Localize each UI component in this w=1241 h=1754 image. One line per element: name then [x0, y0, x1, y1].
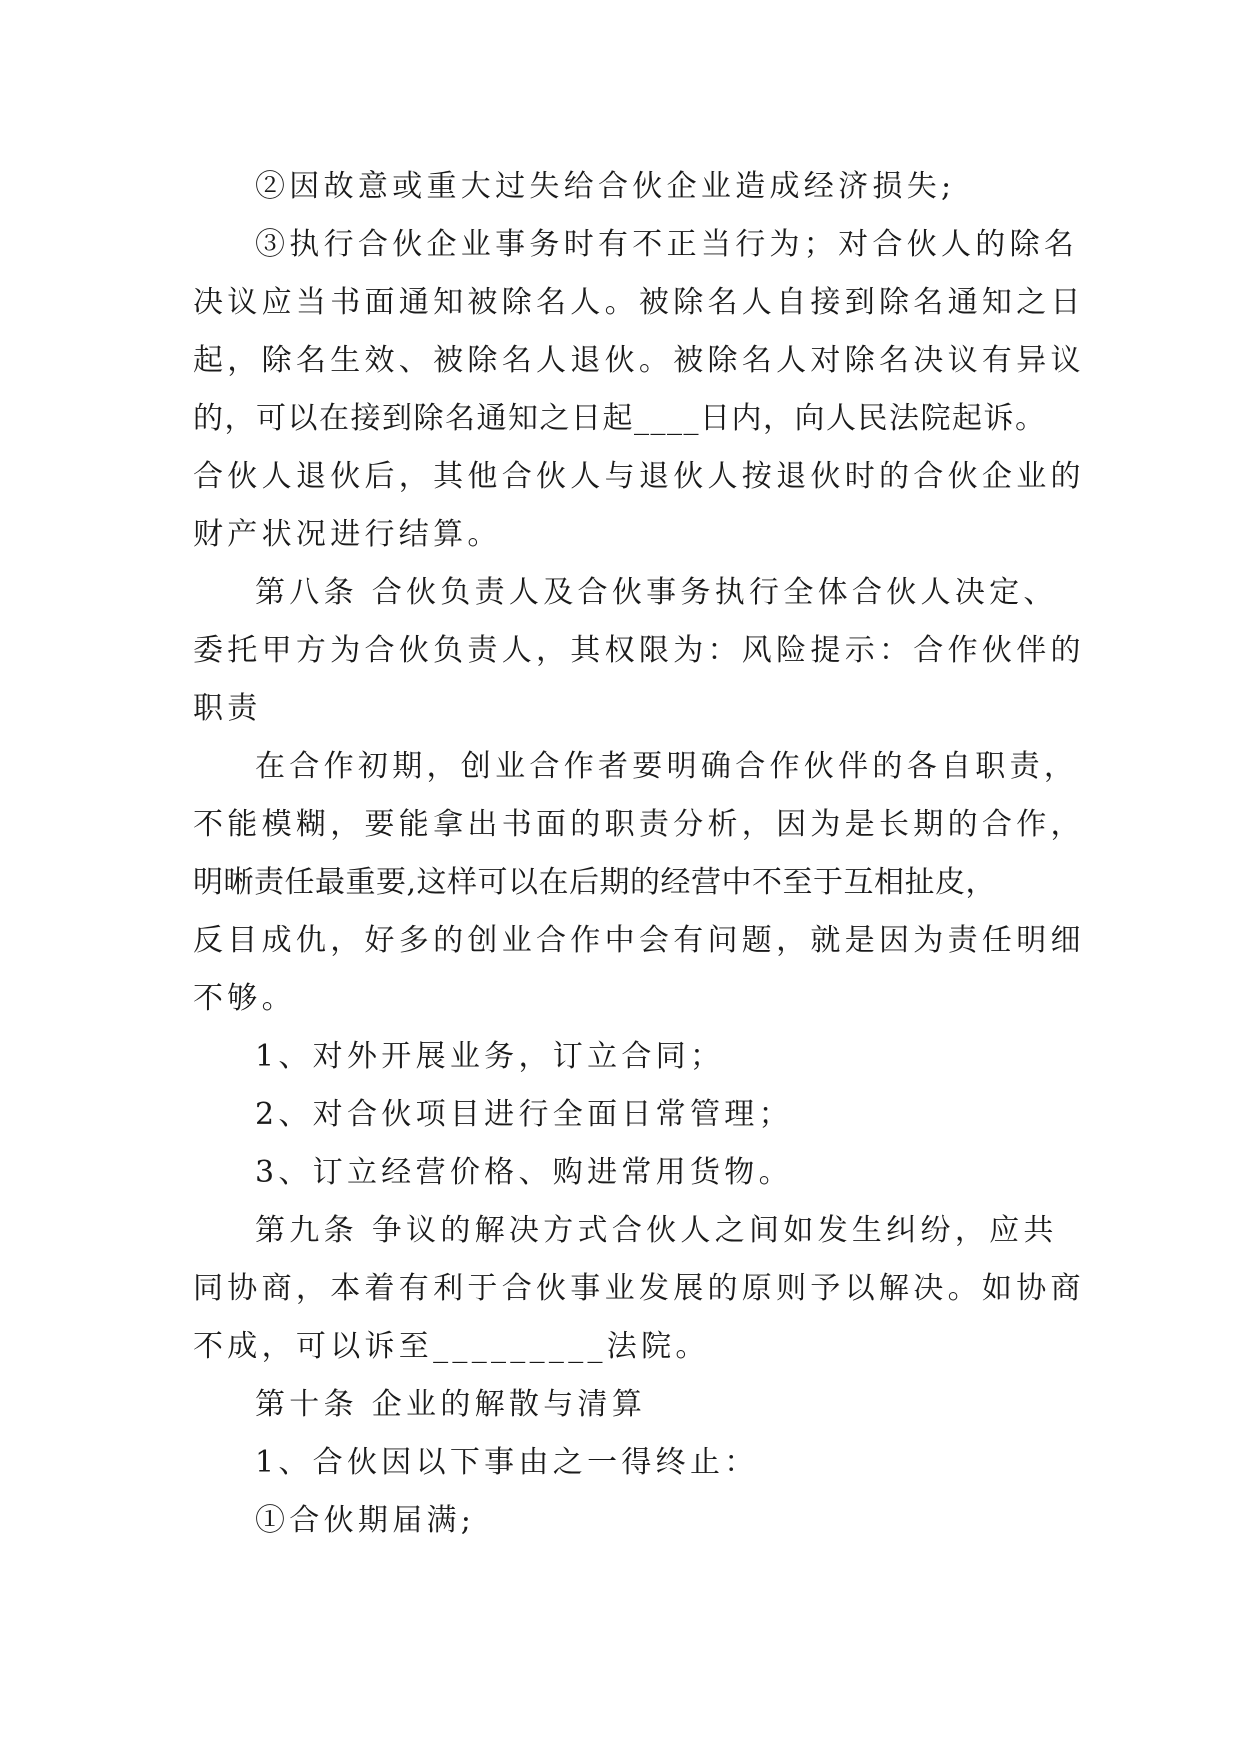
paragraph-line: 不能模糊，要能拿出书面的职责分析，因为是长期的合作，: [193, 807, 1085, 842]
list-item: 1、合伙因以下事由之一得终止：: [255, 1445, 759, 1480]
document-body: [193, 158, 1085, 1550]
list-item: ①合伙期届满;: [255, 1503, 476, 1538]
article-heading: 第九条 争议的解决方式合伙人之间如发生纠纷，应共: [255, 1213, 1058, 1248]
list-item: 1、对外开展业务，订立合同；: [255, 1039, 725, 1074]
paragraph-line: 同协商，本着有利于合伙事业发展的原则予以解决。如协商: [193, 1271, 1085, 1306]
paragraph-line: 决议应当书面通知被除名人。被除名人自接到除名通知之日: [193, 285, 1085, 320]
paragraph-line: 不够。: [193, 981, 296, 1016]
paragraph-line: 明晰责任最重要,这样可以在后期的经营中不至于互相扯皮，: [193, 865, 997, 900]
paragraph-line: 财产状况进行结算。: [193, 517, 502, 552]
paragraph-line: 反目成仇，好多的创业合作中会有问题，就是因为责任明细: [193, 923, 1085, 958]
paragraph-line: 在合作初期，创业合作者要明确合作伙伴的各自职责，: [255, 749, 1079, 784]
paragraph-line: 职责: [193, 691, 262, 726]
paragraph-line: ②因故意或重大过失给合伙企业造成经济损失;: [255, 169, 956, 204]
article-heading: 第八条 合伙负责人及合伙事务执行全体合伙人决定、: [255, 575, 1058, 610]
article-heading: 第十条 企业的解散与清算: [255, 1387, 647, 1422]
paragraph-line: 不成，可以诉至_________法院。: [193, 1329, 710, 1364]
paragraph-line: 合伙人退伙后，其他合伙人与退伙人按退伙时的合伙企业的: [193, 459, 1085, 494]
paragraph-line: 的，可以在接到除名通知之日起____日内，向人民法院起诉。: [193, 401, 1047, 436]
list-item: 3、订立经营价格、购进常用货物。: [255, 1155, 793, 1190]
paragraph-line: 委托甲方为合伙负责人，其权限为：风险提示：合作伙伴的: [193, 633, 1085, 668]
paragraph-line: 起，除名生效、被除名人退伙。被除名人对除名决议有异议: [193, 343, 1085, 378]
list-item: 2、对合伙项目进行全面日常管理；: [255, 1097, 793, 1132]
paragraph-line: ③执行合伙企业事务时有不正当行为；对合伙人的除名: [255, 227, 1079, 262]
